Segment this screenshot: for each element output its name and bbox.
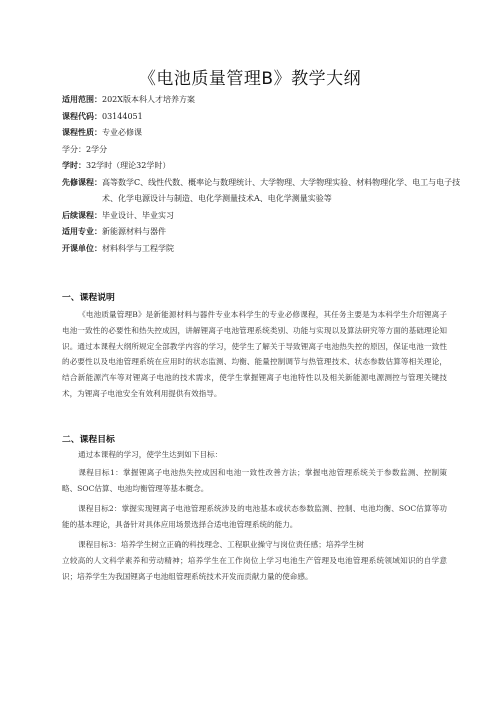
meta-major (62, 224, 462, 241)
meta-follow (62, 208, 462, 225)
meta-nature-label: 课程性质： (62, 128, 102, 137)
meta-prereq-value: 高等数学C、线性代数、概率论与数理统计、大学物理、大学物理实验、材料物理化学、电工与电子技术、化学电源设计与制造、电化学测量技术A、电化学测量实验等 (102, 177, 461, 203)
description-text: 《电池质量管理B》是新能源材料与器件专业本科学生的专业必修课程，其任务主要是为本科学生介绍锂离子电池一致性的必要性和热失控成因，讲解锂离子电池管理系统类别、功能与实现以及算法研究等方面的基础理论知识。通过本课程大纲所规定全部教学内容的学习，使学生了解关于导致锂离子电池热失控的原因，保证电池一致性的必要性以及电池管理系统在应用时的状态监测、均衡、能量控制调节与热管理技术、状态参数估算等相关理论，结合新能源汽车等对锂离子电池的技术需求，使学生掌握锂离子电池特性以及相关新能源电源测控与管理关键技术，为锂离子电池安全有效利用提供有效指导。 (62, 310, 447, 398)
meta-hours (62, 158, 462, 175)
meta-scope-label: 适用范围： (62, 95, 102, 104)
meta-credits (62, 142, 462, 159)
course-meta (62, 92, 462, 257)
meta-follow-label: 后续课程： (62, 210, 102, 220)
meta-scope-value: 202X版本科人才培养方案 (102, 95, 195, 104)
meta-prereq (62, 175, 462, 208)
meta-nature (62, 125, 462, 142)
goal-3-text-rest: 立较高的人文科学素养和劳动精神；培养学生在工作岗位上学习电池生产管理及电池管理系统领域知识的自学意识；培养学生为我国锂离子电池组管理系统技术开发而贡献力量的使命感。 (62, 555, 447, 581)
goal-2-text: 课程目标2：掌握实现锂离子电池管理系统涉及的电池基本或状态参数监测、控制、电池均衡、SOC估算等功能的基本理论，具备针对具体应用场景选择合适电池管理系统的能力。 (62, 504, 447, 529)
meta-scope (62, 92, 462, 109)
meta-credits-label: 学分： (62, 144, 86, 154)
meta-major-label: 适用专业： (62, 227, 102, 236)
meta-nature-value: 专业必修课 (102, 128, 142, 137)
goal-3-text-line1: 课程目标3：培养学生树立正确的科技理念、工程职业操守与岗位责任感；培养学生树 (78, 540, 364, 549)
section-description-body (62, 307, 447, 402)
goal-3 (62, 537, 447, 584)
meta-prereq-label: 先修课程： (62, 177, 102, 187)
meta-credits-value: 2学分 (86, 144, 108, 154)
section-heading-description: 一、课程说明 (62, 293, 115, 303)
meta-unit (62, 241, 462, 258)
goals-intro-text: 通过本课程的学习，使学生达到如下目标： (78, 450, 223, 459)
meta-code-value: 03144051 (102, 111, 143, 121)
goal-2 (62, 501, 447, 533)
meta-major-value: 新能源材料与器件 (102, 227, 166, 236)
goals-intro (62, 447, 447, 463)
page-title: 《电池质量管理B》教学大纲 (138, 69, 362, 89)
meta-unit-label: 开课单位： (62, 243, 102, 253)
meta-code (62, 109, 462, 126)
meta-hours-label: 学时： (62, 161, 86, 170)
meta-code-label: 课程代码： (62, 111, 102, 121)
meta-follow-value: 毕业设计、毕业实习 (102, 210, 174, 220)
section-heading-goals: 二、课程目标 (62, 435, 115, 445)
meta-hours-value: 32学时（理论32学时） (86, 161, 171, 170)
goal-1 (62, 465, 447, 497)
meta-unit-value: 材料科学与工程学院 (102, 243, 174, 253)
goal-1-text: 课程目标1：掌握锂离子电池热失控成因和电池一致性改善方法；掌握电池管理系统关于参数监测、控制策略、SOC估算、电池均衡管理等基本概念。 (62, 468, 447, 493)
